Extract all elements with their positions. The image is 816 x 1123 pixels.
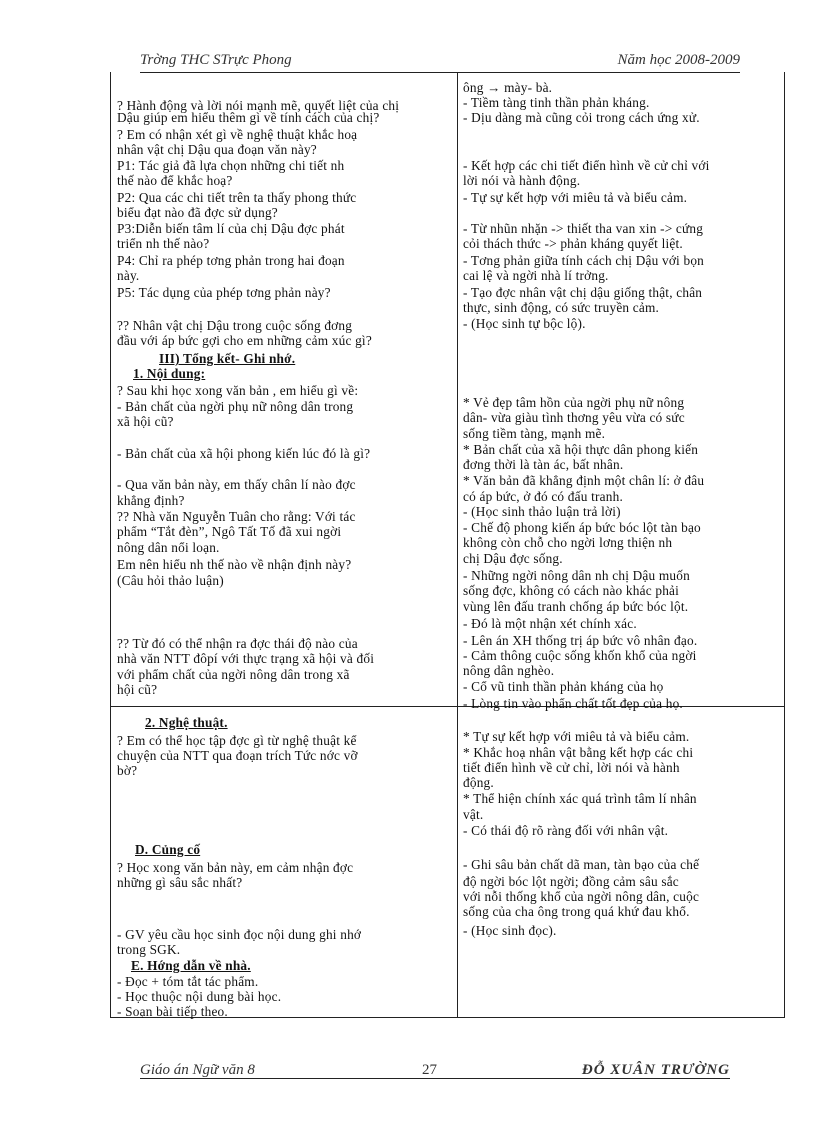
question-line: - Bản chất của xã hội phong kiến lúc đó là gì? <box>117 446 371 461</box>
question-line: đầu với áp bức gợi cho em những cảm xúc gì? <box>117 333 372 348</box>
answer-line: - Tạo đợc nhân vật chị dậu giống thật, chân <box>463 285 703 300</box>
question-line: trong SGK. <box>117 942 181 957</box>
question-line: phẩm “Tắt đèn”, Ngô Tất Tố đã xui ngời <box>117 524 342 539</box>
answer-line: thực, sinh động, có sức truyền cảm. <box>463 300 660 315</box>
answer-line: * Tự sự kết hợp với miêu tả và biểu cảm. <box>463 729 690 744</box>
answer-line: dân- vừa giàu tình thơng yêu vừa có sức <box>463 410 685 425</box>
answer-line: - Cảm thông cuộc sống khốn khổ của ngời <box>463 648 697 663</box>
answer-line: với nỗi thống khổ của ngời nông dân, cuộc <box>463 889 700 904</box>
answer-line: ông → mày- bà. <box>463 80 553 95</box>
answer-line: lời nói và hành động. <box>463 173 581 188</box>
question-line: xã hội cũ? <box>117 414 174 429</box>
question-line: Dậu giúp em hiểu thêm gì về tính cách của chị? <box>117 110 380 125</box>
question-line: nhân vật chị Dậu qua đoạn văn này? <box>117 142 317 157</box>
school-name: Trờng THC STrực Phong <box>140 52 292 68</box>
answer-line: tiết điển hình về cử chỉ, lời nói và hành <box>463 760 680 775</box>
answer-line: đơng thời là tàn ác, bất nhân. <box>463 457 624 472</box>
question-line: thế nào để khắc hoạ? <box>117 173 233 188</box>
question-line: nhà văn NTT đôpí với thực trạng xã hội và đối <box>117 651 375 666</box>
answer-line: - Những ngời nông dân nh chị Dậu muốn <box>463 568 690 583</box>
question-line: 1. Nội dung: <box>133 366 206 381</box>
question-line: biểu đạt nào đã đợc sử dụng? <box>117 205 278 220</box>
answer-line: có áp bức, ở đó có đấu tranh. <box>463 489 623 504</box>
question-line: khẳng định? <box>117 493 185 508</box>
question-line: - Bản chất của ngời phụ nữ nông dân trong <box>117 399 354 414</box>
answer-line: độ ngời bóc lột ngời; đồng cảm sâu sắc <box>463 874 679 889</box>
question-line: - Qua văn bản này, em thấy chân lí nào đợc <box>117 477 356 492</box>
question-line: ?? Nhà văn Nguyễn Tuân cho rằng: Với tác <box>117 509 356 524</box>
answer-line: - Đó là một nhận xét chính xác. <box>463 616 637 631</box>
answer-line: - (Học sinh đọc). <box>463 923 557 938</box>
question-line: 2. Nghệ thuật. <box>145 715 228 730</box>
question-line: ? Học xong văn bản này, em cảm nhận đợc <box>117 860 354 875</box>
answer-line: - Tiềm tàng tinh thần phản kháng. <box>463 95 650 110</box>
answer-line: - (Học sinh thảo luận trả lời) <box>463 504 621 519</box>
answer-line: - Chế độ phong kiến áp bức bóc lột tàn bạo <box>463 520 701 535</box>
question-line: ? Sau khi học xong văn bản , em hiểu gì về: <box>117 383 359 398</box>
school-year: Năm học 2008-2009 <box>617 52 740 68</box>
answer-line: - Có thái độ rõ ràng đối với nhân vật. <box>463 823 669 838</box>
question-line: hội cũ? <box>117 682 158 697</box>
question-line: III) Tổng kết- Ghi nhớ. <box>159 351 296 366</box>
answer-line: chị Dậu đợc sống. <box>463 551 563 566</box>
question-line: P5: Tác dụng của phép tơng phản này? <box>117 285 331 300</box>
answer-line: - Lên án XH thống trị áp bức vô nhân đạo. <box>463 633 698 648</box>
question-line: P2: Qua các chi tiết trên ta thấy phong thức <box>117 190 357 205</box>
question-line: P4: Chỉ ra phép tơng phản trong hai đoạn <box>117 253 345 268</box>
question-line: - Học thuộc nội dung bài học. <box>117 989 282 1004</box>
question-line: triển nh thế nào? <box>117 236 210 251</box>
question-line: P1: Tác giả đã lựa chọn những chi tiết nh <box>117 158 345 173</box>
question-line: này. <box>117 268 140 283</box>
page-number: 27 <box>422 1062 437 1078</box>
answer-line: vật. <box>463 807 484 822</box>
answer-line: - Kết hợp các chi tiết điển hình về cử chỉ với <box>463 158 710 173</box>
question-line: E. Hớng dẫn về nhà. <box>131 958 251 973</box>
question-line: với phẩm chất của ngời nông dân trong xã <box>117 667 350 682</box>
answer-line: * Khắc hoạ nhân vật bằng kết hợp các chi <box>463 745 694 760</box>
question-line: nông dân nổi loạn. <box>117 540 220 555</box>
answer-line: vùng lên đấu tranh chống áp bức bóc lột. <box>463 599 689 614</box>
answer-line: nông dân nghèo. <box>463 663 555 678</box>
answer-line: không còn chỗ cho ngời lơng thiện nh <box>463 535 673 550</box>
question-line: Em nên hiểu nh thế nào về nhận định này? <box>117 557 352 572</box>
question-line: ? Em có thể học tập đợc gì từ nghệ thuật kể <box>117 733 357 748</box>
question-line: - GV yêu cầu học sinh đọc nội dung ghi nhớ <box>117 927 362 942</box>
lesson-table <box>110 72 785 1018</box>
question-line: chuyện của NTT qua đoạn trích Tức nớc vỡ <box>117 748 358 763</box>
answer-line: sống đợc, không có cách nào khác phải <box>463 583 680 598</box>
answer-line: - Cổ vũ tinh thần phản kháng của họ <box>463 679 664 694</box>
answer-line: - (Học sinh tự bộc lộ). <box>463 316 586 331</box>
answer-line: * Vẻ đẹp tâm hồn của ngời phụ nữ nông <box>463 395 685 410</box>
answer-line: - Ghi sâu bản chất dã man, tàn bạo của chế <box>463 857 700 872</box>
question-line: ?? Từ đó có thể nhận ra đợc thái độ nào của <box>117 636 358 651</box>
answer-line: - Từ nhũn nhặn -> thiết tha van xin -> cứng <box>463 221 704 236</box>
question-line: ?? Nhân vật chị Dậu trong cuộc sống đơng <box>117 318 353 333</box>
answer-line: động. <box>463 775 494 790</box>
row-divider <box>111 706 784 707</box>
answer-line: - Tơng phản giữa tính cách chị Dậu với bọn <box>463 253 705 268</box>
answer-line: * Thể hiện chính xác quá trình tâm lí nhân <box>463 791 697 806</box>
question-line: ? Em có nhận xét gì về nghệ thuật khắc hoạ <box>117 127 358 142</box>
answer-line: - Dịu dàng mà cũng cỏi trong cách ứng xử. <box>463 110 700 125</box>
column-divider <box>457 72 458 1017</box>
page-header <box>140 50 740 73</box>
answer-line: sống của cha ông trong quá khứ đau khổ. <box>463 904 690 919</box>
footer-subject: Giáo án Ngữ văn 8 <box>140 1062 255 1078</box>
question-line: những gì sâu sắc nhất? <box>117 875 243 890</box>
page-footer <box>140 1062 730 1079</box>
question-line: - Đọc + tóm tắt tác phẩm. <box>117 974 259 989</box>
question-line: D. Củng cố <box>135 842 201 857</box>
question-line: - Soạn bài tiếp theo. <box>117 1004 228 1019</box>
question-line: (Câu hỏi thảo luận) <box>117 573 224 588</box>
answer-line: - Tự sự kết hợp với miêu tả và biểu cảm. <box>463 190 688 205</box>
answer-line: cỏi thách thức -> phản kháng quyết liệt. <box>463 236 683 251</box>
answer-line: sống tiềm tàng, mạnh mẽ. <box>463 426 606 441</box>
question-line: P3:Diễn biến tâm lí của chị Dậu đợc phát <box>117 221 345 236</box>
answer-line: - Lòng tin vào phẩn chất tốt đẹp của họ. <box>463 696 683 711</box>
answer-line: * Bản chất của xã hội thực dân phong kiến <box>463 442 699 457</box>
footer-author: ĐỖ XUÂN TRƯỜNG <box>581 1062 730 1078</box>
question-line: bờ? <box>117 763 138 778</box>
answer-line: * Văn bản đã khẳng định một chân lí: ở đâu <box>463 473 705 488</box>
answer-line: cai lệ và ngời nhà lí trởng. <box>463 268 609 283</box>
question-line: ? Hành động và lời nói mạnh mẽ, quyết liệt của chị <box>117 98 400 113</box>
